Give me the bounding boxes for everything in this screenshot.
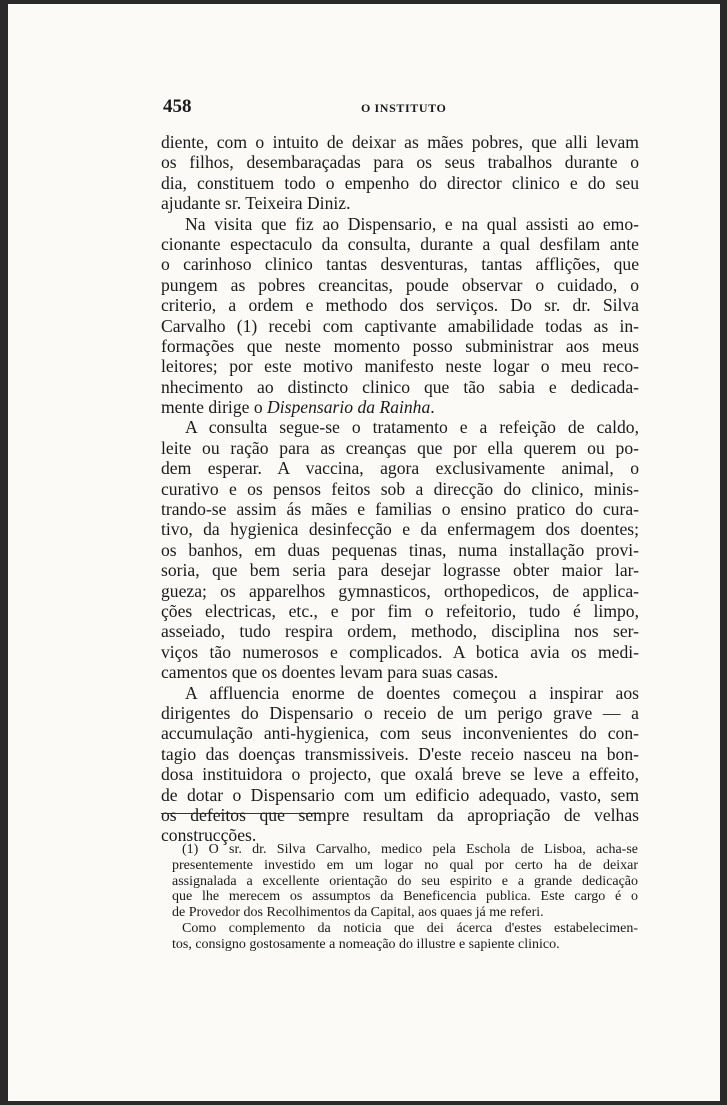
text-line: Na visita que fiz ao Dispensario, e na qual assisti ao emo- <box>185 213 639 234</box>
footnote-line: de Provedor dos Recolhimentos da Capital, aos quaes já me referi. <box>172 905 544 921</box>
text-line: os banhos, em duas pequenas tinas, numa installação provi- <box>161 539 639 560</box>
running-title: O INSTITUTO <box>361 101 447 115</box>
text-line: leitores; por este motivo manifesto neste logar o meu reco- <box>161 356 639 377</box>
footnote-line: presentemente investido em um logar no qual por certo ha de deixar <box>172 857 638 873</box>
text-line: pungem as pobres creancitas, poude observar o cuidado, o <box>161 274 639 295</box>
footnote-line: tos, consigno gostosamente a nomeação do illustre e sapiente clinico. <box>172 936 560 952</box>
text-line: A consulta segue-se o tratamento e a refeição de caldo, <box>185 417 639 438</box>
text-line <box>161 397 639 417</box>
text-line: os filhos, desembaraçadas para os seus trabalhos durante o <box>161 152 639 173</box>
text-line: os defeitos que sempre resultam da apropriação de velhas <box>161 804 639 825</box>
text-line: cionante espectaculo da consulta, durante a qual desfilam ante <box>161 233 639 254</box>
text-line: Carvalho (1) recebi com captivante amabilidade todas as in- <box>161 315 639 336</box>
text-line: dosa instituidora o projecto, que oxalá breve se leve a effeito, <box>161 764 639 785</box>
text-line: dia, constituem todo o empenho do director clinico e do seu <box>161 172 639 193</box>
text-line: dem esperar. A vaccina, agora exclusivamente animal, o <box>161 458 639 479</box>
text-line: accumulação anti-hygienica, com seus inconvenientes do con- <box>161 723 639 744</box>
footnote-line: assignalada a excellente orientação do seu espirito e a grande dedicação <box>172 873 638 889</box>
text-line: leite ou ração para as creanças que por ella querem ou po- <box>161 437 639 458</box>
text-line: viços tão numerosos e complicados. A botica avia os medi- <box>161 641 639 662</box>
text-line: dirigentes do Dispensario o receio de um perigo grave — a <box>161 702 639 723</box>
text-line: curativo e os pensos feitos sob a direcção do clinico, minis- <box>161 478 639 499</box>
italic-title: Dispensario da Rainha <box>267 397 431 418</box>
text-line: A affluencia enorme de doentes começou a inspirar aos <box>185 682 639 703</box>
text-line: o carinhoso clinico tantas desventuras, tantas afflições, que <box>161 254 639 275</box>
page-header <box>163 96 643 118</box>
footnote-rule <box>161 813 321 814</box>
footnote-line: Como complemento da noticia que dei ácerca d'estes estabelecimen- <box>182 920 638 936</box>
text-line: trando-se assim ás mães e familias o ensino pratico do cura- <box>161 499 639 520</box>
footnote-line: que lhe merecem os assumptos da Beneficencia publica. Este cargo é o <box>172 889 638 905</box>
body-text <box>161 132 639 846</box>
text-line: ajudante sr. Teixeira Diniz. <box>161 193 351 214</box>
book-page <box>8 4 720 1101</box>
text-line: tagio das doenças transmissiveis. D'este receio nasceu na bon- <box>161 743 639 764</box>
text-segment: mente dirige o <box>161 397 268 418</box>
text-line: criterio, a ordem e methodo dos serviços. Do sr. dr. Silva <box>161 295 639 316</box>
text-line: nhecimento ao distincto clinico que tão sabia e dedicada- <box>161 376 639 397</box>
text-segment: . <box>430 397 435 418</box>
text-line: tivo, da hygienica desinfecção e da enfermagem dos doentes; <box>161 519 639 540</box>
page-number: 458 <box>163 96 192 117</box>
text-line: formações que neste momento posso subministrar aos meus <box>161 335 639 356</box>
text-line: construcções. <box>161 825 257 846</box>
text-line: gueza; os apparelhos gymnasticos, orthopedicos, de applica- <box>161 580 639 601</box>
text-line: camentos que os doentes levam para suas casas. <box>161 662 499 683</box>
footnotes <box>172 842 638 953</box>
text-line: asseiado, tudo respira ordem, methodo, disciplina nos ser- <box>161 621 639 642</box>
footnote-line: (1) O sr. dr. Silva Carvalho, medico pela Eschola de Lisboa, acha-se <box>182 842 638 857</box>
text-line: diente, com o intuito de deixar as mães pobres, que alli levam <box>161 132 639 152</box>
text-line: ções electricas, etc., e por fim o refeitorio, tudo é limpo, <box>161 600 639 621</box>
text-line: de dotar o Dispensario com um edificio adequado, vasto, sem <box>161 784 639 805</box>
text-line: soria, que bem seria para desejar lograsse obter maior lar- <box>161 560 639 581</box>
